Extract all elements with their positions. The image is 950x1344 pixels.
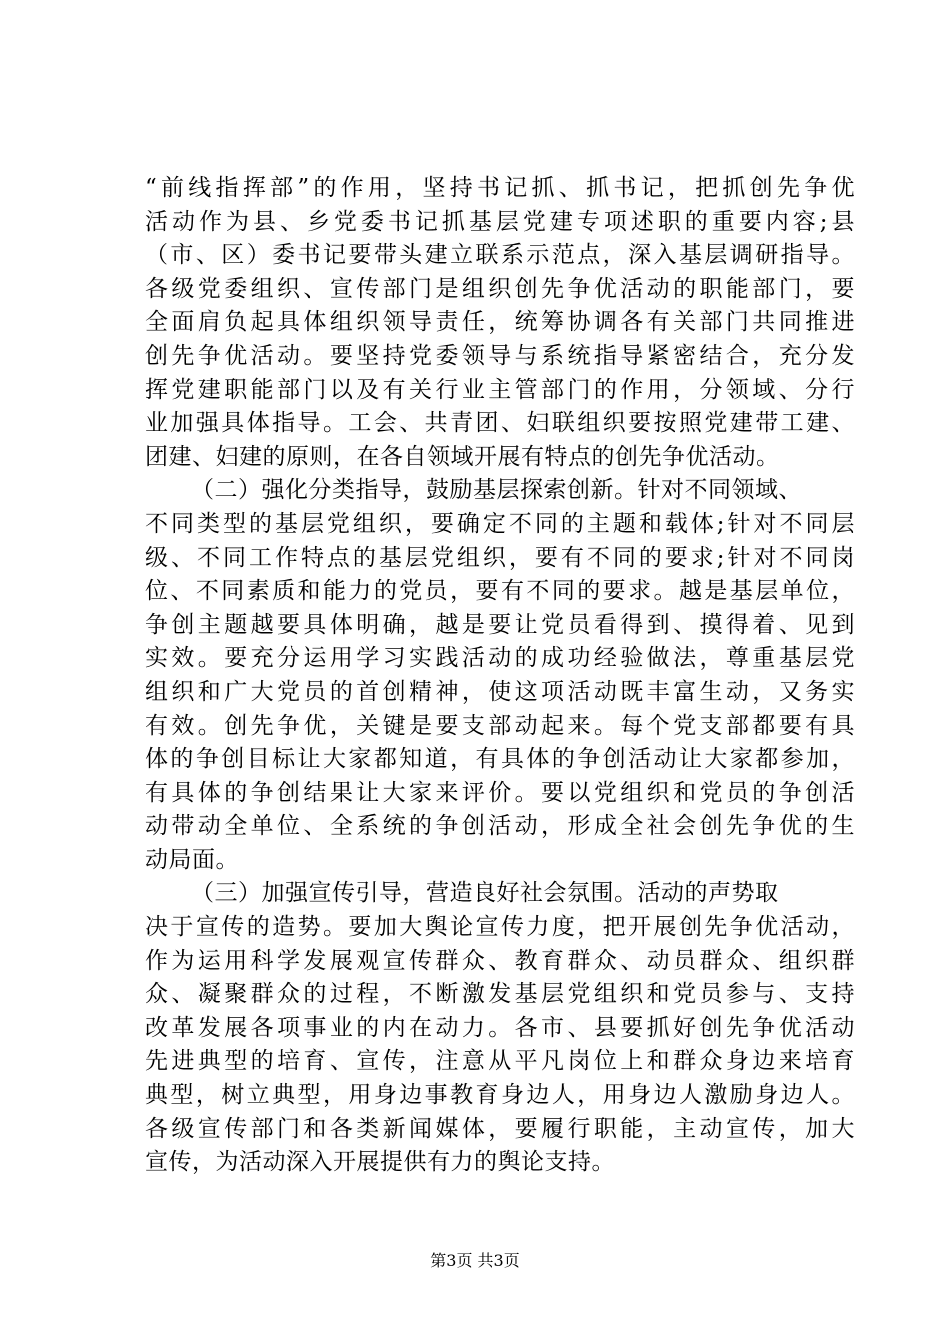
text-line: 组织和广大党员的首创精神，使这项活动既丰富生动，又务实 — [145, 678, 855, 705]
text-line: 级、不同工作特点的基层党组织，要有不同的要求;针对不同岗 — [145, 544, 855, 571]
text-line: 典型，树立典型，用身边事教育身边人，用身边人激励身边人。 — [145, 1082, 855, 1109]
text-line: 动带动全单位、全系统的争创活动，形成全社会创先争优的生 — [145, 813, 855, 840]
text-line: 有具体的争创结果让大家来评价。要以党组织和党员的争创活 — [145, 779, 855, 806]
text-line: “前线指挥部”的作用，坚持书记抓、抓书记，把抓创先争优 — [145, 175, 855, 201]
text-line: 不同类型的基层党组织，要确定不同的主题和载体;针对不同层 — [145, 510, 855, 537]
text-line: 先进典型的培育、宣传，注意从平凡岗位上和群众身边来培育 — [145, 1048, 855, 1075]
text-line: 动局面。 — [145, 846, 239, 873]
page-number-footer: 第3页 共3页 — [430, 1251, 520, 1270]
text-line: 改革发展各项事业的内在动力。各市、县要抓好创先争优活动 — [145, 1014, 855, 1041]
text-line: 宣传，为活动深入开展提供有力的舆论支持。 — [145, 1149, 615, 1176]
text-line: 全面肩负起具体组织领导责任，统筹协调各有关部门共同推进 — [145, 309, 855, 336]
document-body — [145, 172, 855, 1180]
text-line: （市、区）委书记要带头建立联系示范点，深入基层调研指导。 — [145, 242, 855, 269]
text-line: 有效。创先争优，关键是要支部动起来。每个党支部都要有具 — [145, 712, 855, 739]
text-line: （三）加强宣传引导，营造良好社会氛围。活动的声势取 — [191, 880, 779, 907]
text-line: 活动作为县、乡党委书记抓基层党建专项述职的重要内容;县 — [145, 208, 855, 235]
text-line: 争创主题越要具体明确，越是要让党员看得到、摸得着、见到 — [145, 611, 855, 638]
text-line: 位、不同素质和能力的党员，要有不同的要求。越是基层单位， — [145, 578, 855, 605]
text-line: 作为运用科学发展观宣传群众、教育群众、动员群众、组织群 — [145, 947, 855, 974]
text-line: 各级党委组织、宣传部门是组织创先争优活动的职能部门，要 — [145, 275, 855, 302]
text-line: 团建、妇建的原则，在各自领域开展有特点的创先争优活动。 — [145, 443, 780, 470]
text-line: 决于宣传的造势。要加大舆论宣传力度，把开展创先争优活动， — [145, 914, 855, 941]
text-line: （二）强化分类指导，鼓励基层探索创新。针对不同领域、 — [191, 477, 802, 504]
text-line: 各级宣传部门和各类新闻媒体，要履行职能，主动宣传，加大 — [145, 1115, 855, 1142]
text-line: 实效。要充分运用学习实践活动的成功经验做法，尊重基层党 — [145, 645, 855, 672]
text-line: 挥党建职能部门以及有关行业主管部门的作用，分领域、分行 — [145, 376, 855, 403]
text-line: 体的争创目标让大家都知道，有具体的争创活动让大家都参加， — [145, 746, 855, 773]
text-line: 创先争优活动。要坚持党委领导与系统指导紧密结合，充分发 — [145, 342, 855, 369]
text-line: 众、凝聚群众的过程，不断激发基层党组织和党员参与、支持 — [145, 981, 855, 1008]
text-line: 业加强具体指导。工会、共青团、妇联组织要按照党建带工建、 — [145, 410, 855, 437]
